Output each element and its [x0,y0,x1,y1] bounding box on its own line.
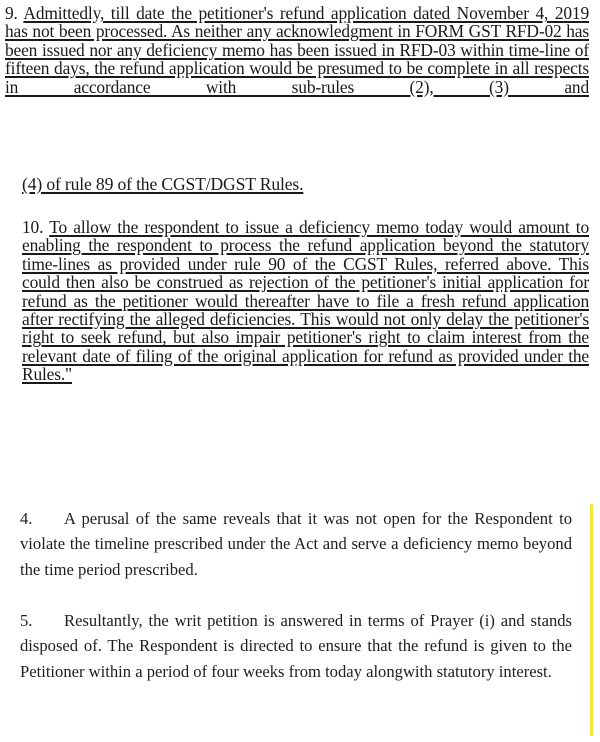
paragraph-5 [20,608,572,684]
quoted-paragraph-9 [5,4,589,96]
quoted-paragraph-10-text: To allow the respondent to issue a deficiency memo today would amount to enabling the respondent to process the refund application beyond the statutory time-lines as provided under rule 90 of the CGST Rules, referred above. This could then also be construed as rejection of the petitioner's initial application for refund as the petitioner would thereafter have to file a fresh refund application after rectifying the alleged deficiencies. This would not only delay the petitioner's right to seek refund, but also impair petitioner's right to claim interest from the relevant date of filing of the original application for refund as provided under the Rules." [22,217,589,385]
highlight-marker-bar [590,504,593,736]
paragraph-5-number: 5. [20,611,33,630]
quoted-paragraph-10 [22,218,589,384]
quoted-paragraph-9-text: Admittedly, till date the petitioner's refund application dated November 4, 2019 has not been processed. As neither any acknowledgment in FORM GST RFD-02 has been issued nor any deficiency memo has been issued in RFD-03 within time-line of fifteen days, the refund application would be presumed to be complete in all respects in accordance with sub-rules (2), (3) and [5,3,589,97]
paragraph-4-number: 4. [20,509,33,528]
paragraph-4-text: A perusal of the same reveals that it was not open for the Respondent to violate the timeline prescribed under the Act and serve a deficiency memo beyond the time period prescribed. [20,509,572,579]
quoted-paragraph-9-continuation-text: (4) of rule 89 of the CGST/DGST Rules. [22,174,304,194]
quoted-paragraph-9-continuation [22,175,582,193]
paragraph-5-text: Resultantly, the writ petition is answered in terms of Prayer (i) and stands disposed of. The Respondent is directed to ensure that the refund is given to the Petitioner within a period of four weeks from today alongwith statutory interest. [20,611,572,681]
quoted-paragraph-9-number: 9. [5,3,18,23]
paragraph-4 [20,506,572,582]
quoted-paragraph-10-number: 10. [22,217,44,237]
